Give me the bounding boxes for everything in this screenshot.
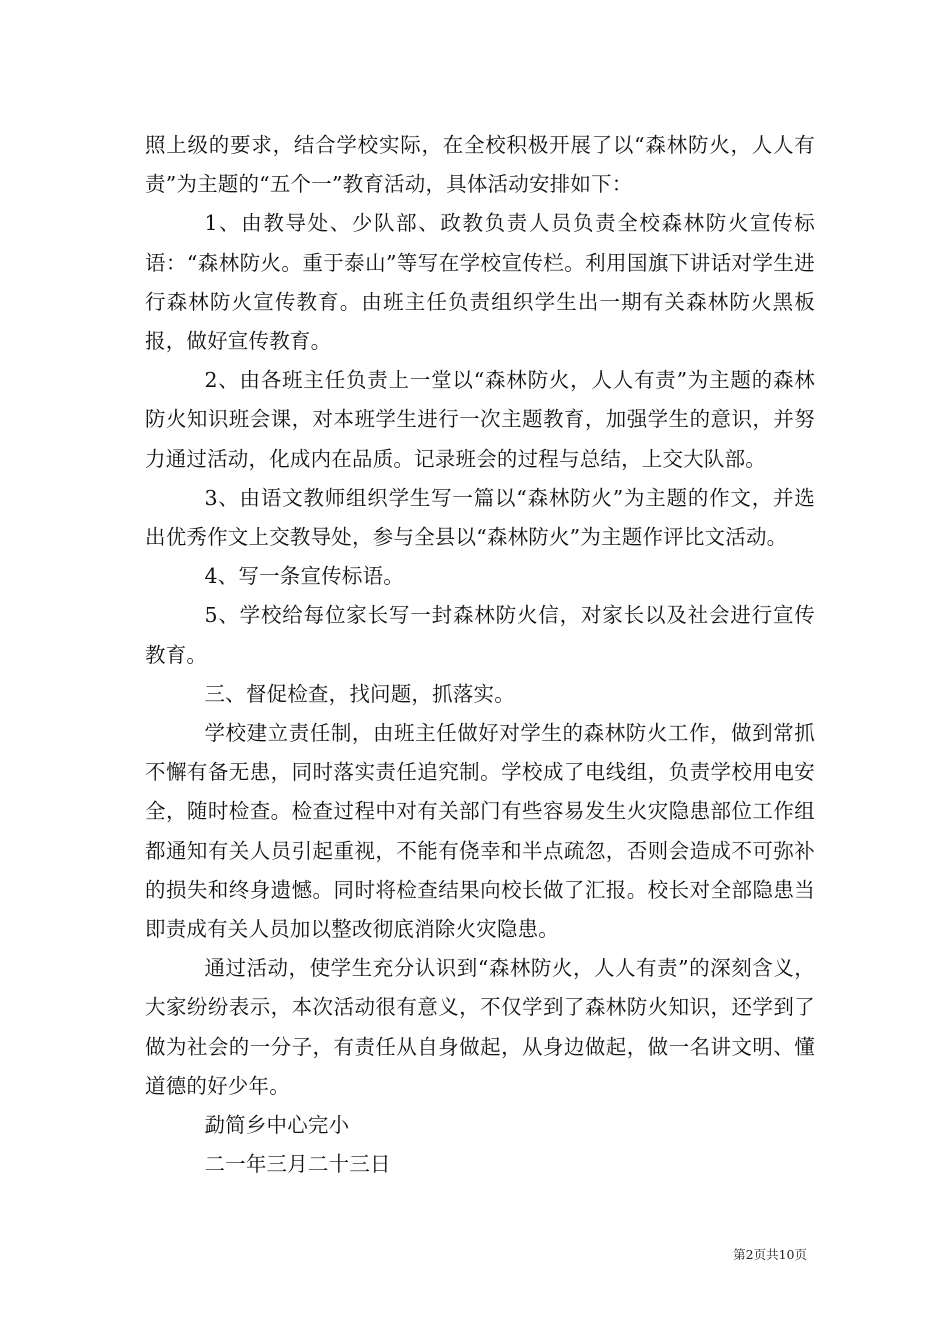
signature-school: 勐简乡中心完小 xyxy=(204,1113,350,1138)
paragraph-responsibility: 学校建立责任制，由班主任做好对学生的森林防火工作，做到常抓不懈有备无患，同时落实责任追究制。学校成了电线组，负责学校用电安全，随时检查。检查过程中对有关部门有些容易发生火灾隐患部位工作组都通知有关人员引起重视，不能有侥幸和半点疏忽，否则会造成不可弥补的损失和终身遗憾。同时将检查结果向校长做了汇报。校长对全部隐患当即责成有关人员加以整改彻底消除火灾隐患。 xyxy=(145,721,815,942)
paragraph-intro: 照上级的要求，结合学校实际，在全校积极开展了以“森林防火，人人有责”为主题的“五个一”教育活动，具体活动安排如下： xyxy=(145,133,815,197)
signature-date: 二一年三月二十三日 xyxy=(204,1152,391,1177)
page-number: 第2页共10页 xyxy=(733,1247,807,1262)
document-body xyxy=(145,126,815,1184)
paragraph-conclusion: 通过活动，使学生充分认识到“森林防火，人人有责”的深刻含义，大家纷纷表示，本次活动很有意义，不仅学到了森林防火知识，还学到了做为社会的一分子，有责任从自身做起，从身边做起，做一名讲文明、懂道德的好少年。 xyxy=(145,956,815,1098)
paragraph-item-4: 4、写一条宣传标语。 xyxy=(204,564,404,589)
paragraph-item-5: 5、学校给每位家长写一封森林防火信，对家长以及社会进行宣传教育。 xyxy=(145,603,815,667)
paragraph-item-2: 2、由各班主任负责上一堂以“森林防火，人人有责”为主题的森林防火知识班会课，对本班学生进行一次主题教育，加强学生的意识，并努力通过活动，化成内在品质。记录班会的过程与总结，上交大队部。 xyxy=(145,368,815,471)
paragraph-item-3: 3、由语文教师组织学生写一篇以“森林防火”为主题的作文，并选出优秀作文上交教导处，参与全县以“森林防火”为主题作评比文活动。 xyxy=(145,485,815,550)
section-heading-3: 三、督促检查，找问题，抓落实。 xyxy=(204,681,515,706)
paragraph-item-1: 1、由教导处、少队部、政教负责人员负责全校森林防火宣传标语：“森林防火。重于泰山”等写在学校宣传栏。利用国旗下讲话对学生进行森林防火宣传教育。由班主任负责组织学生出一期有关森林防火黑板报，做好宣传教育。 xyxy=(145,211,815,354)
